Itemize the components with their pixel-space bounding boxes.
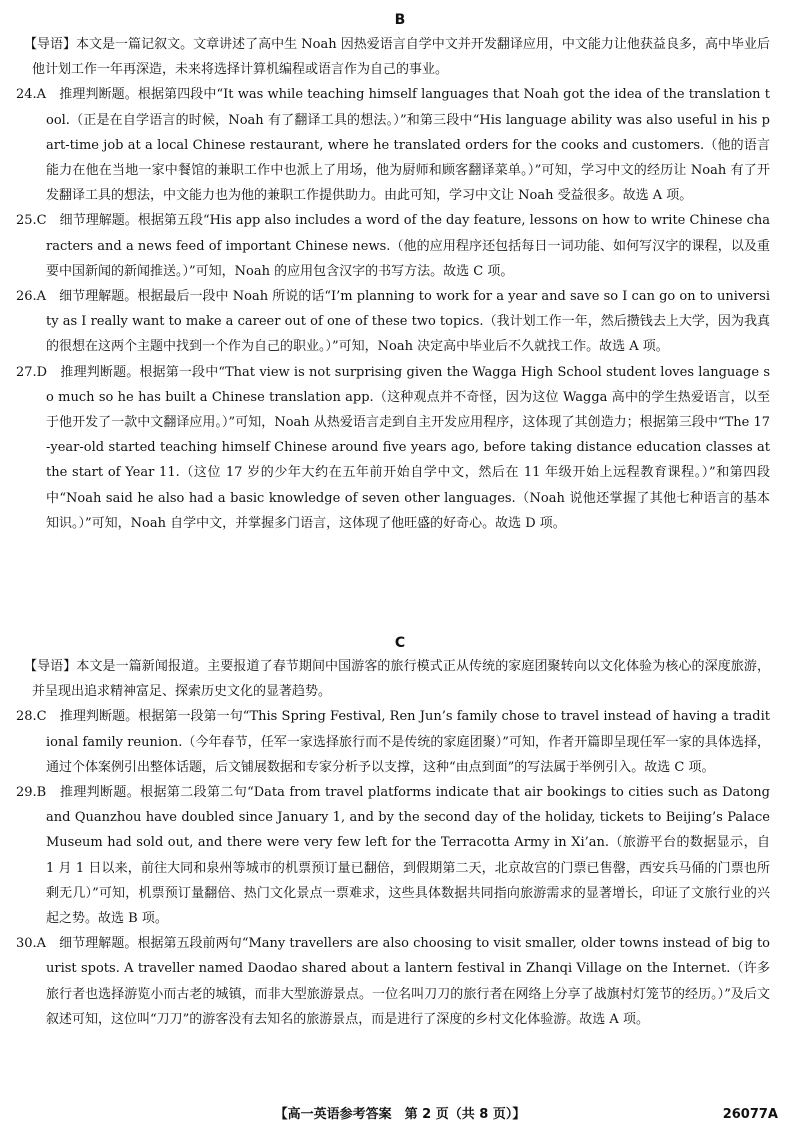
answer-item-27: 27.D 推理判断题。根据第一段中“That view is not surprising given the Wagga High School student loves language so much so he has built a Chinese translation app.（这种观点并不奇怪，因为这位 Wagga 高中的学生热爱语言，以至于他开发了一款中文翻译应用。）”可知，Noah 从热爱语言走到自主开发应用程序，这体现了其创造力；根据第三段中“The 17-year-old started teaching himself Chinese around five years ago, before taking distance education classes at the start of Year 11.（这位 17 岁的少年大约在五年前开始自学中文，然后在 11 年级开始上远程教育课程。）”和第四段中“Noah said he also had a basic knowledge of seven other languages.（Noah 说他还掌握了其他七种语言的基本知识。）”可知，Noah 自学中文，并掌握多门语言，这体现了他旺盛的好奇心。故选 D 项。	[16, 364, 770, 531]
answer-item-29: 29.B 推理判断题。根据第二段第二句“Data from travel platforms indicate that air bookings to cities such as Datong and Quanzhou have doubled since January 1, and by the second day of the holiday, tickets to Beijing’s Palace Museum had sold out, and there were very few left for the Terracotta Army in Xi’an.（旅游平台的数据显示，自 1 月 1 日以来，前往大同和泉州等城市的机票预订量已翻倍，到假期第二天，北京故宫的门票已售罄，西安兵马俑的门票也所剩无几）”可知，机票预订量翻倍、热门文化景点一票难求，这些具体数据共同指向旅游需求的显著增长，印证了文旅行业的兴起之势。故选 B 项。	[16, 785, 770, 927]
section-c-intro: 【导语】本文是一篇新闻报道。主要报道了春节期间中国游客的旅行模式正从传统的家庭团聚转向以文化体验为核心的深度旅游，并呈现出追求精神富足、探索历史文化的显著趋势。	[24, 659, 770, 700]
section-b-heading: B	[394, 12, 406, 28]
answer-item-26: 26.A 细节理解题。根据最后一段中 Noah 所说的话“I’m planning to work for a year and save so I can go on to university as I really want to make a career out of one of these two topics.（我计划工作一年，然后攒钱去上大学，因为我真的很想在这两个主题中找到一个作为自己的职业。）”可知，Noah 决定高中毕业后不久就找工作。故选 A 项。	[16, 289, 770, 355]
section-c-body	[16, 654, 770, 1032]
answer-item-25: 25.C 细节理解题。根据第五段“His app also includes a word of the day feature, lessons on how to write Chinese characters and a news feed of important Chinese news.（他的应用程序还包括每日一词功能、如何写汉字的课程，以及重要中国新闻的新闻推送。）”可知，Noah 的应用包含汉字的书写方法。故选 C 项。	[16, 213, 770, 279]
answer-item-28: 28.C 推理判断题。根据第一段第一句“This Spring Festival, Ren Jun’s family chose to travel instead of having a traditional family reunion.（今年春节，任军一家选择旅行而不是传统的家庭团聚）”可知，作者开篇即呈现任军一家的具体选择，通过个体案例引出整体话题，后文铺展数据和专家分析予以支撑，这种“由点到面”的写法属于举例引入。故选 C 项。	[16, 709, 770, 775]
answer-item-30: 30.A 细节理解题。根据第五段前两句“Many travellers are also choosing to visit smaller, older towns instead of big tourist spots. A traveller named Daodao shared about a lantern festival in Zhanqi Village on the Internet.（许多旅行者也选择游览小而古老的城镇，而非大型旅游景点。一位名叫刀刀的旅行者在网络上分享了战旗村灯笼节的经历。）”及后文叙述可知，这位叫“刀刀”的游客没有去知名的旅游景点，而是进行了深度的乡村文化体验游。故选 A 项。	[16, 936, 770, 1027]
section-b-body	[16, 32, 770, 536]
section-b-intro: 【导语】本文是一篇记叙文。文章讲述了高中生 Noah 因热爱语言自学中文并开发翻译应用，中文能力让他获益良多，高中毕业后他计划工作一年再深造，未来将选择计算机编程或语言作为自己的事业。	[24, 37, 770, 78]
answer-item-24: 24.A 推理判断题。根据第四段中“It was while teaching himself languages that Noah got the idea of the translation tool.（正是在自学语言的时候，Noah 有了翻译工具的想法。）”和第三段中“His language ability was also useful in his part-time job at a local Chinese restaurant, where he translated orders for the cooks and customers.（他的语言能力在他在当地一家中餐馆的兼职工作中也派上了用场，他为厨师和顾客翻译菜单。）”可知，学习中文的经历让 Noah 有了开发翻译工具的想法，中文能力也为他的兼职工作提供助力。由此可知，学习中文让 Noah 受益很多。故选 A 项。	[16, 87, 770, 204]
page-footer	[0, 1104, 800, 1126]
section-c-heading: C	[394, 635, 406, 651]
footer-page-info: 【高一英语参考答案 第 2 页（共 8 页）】	[274, 1107, 526, 1122]
footer-doc-code: 26077A	[722, 1107, 778, 1122]
